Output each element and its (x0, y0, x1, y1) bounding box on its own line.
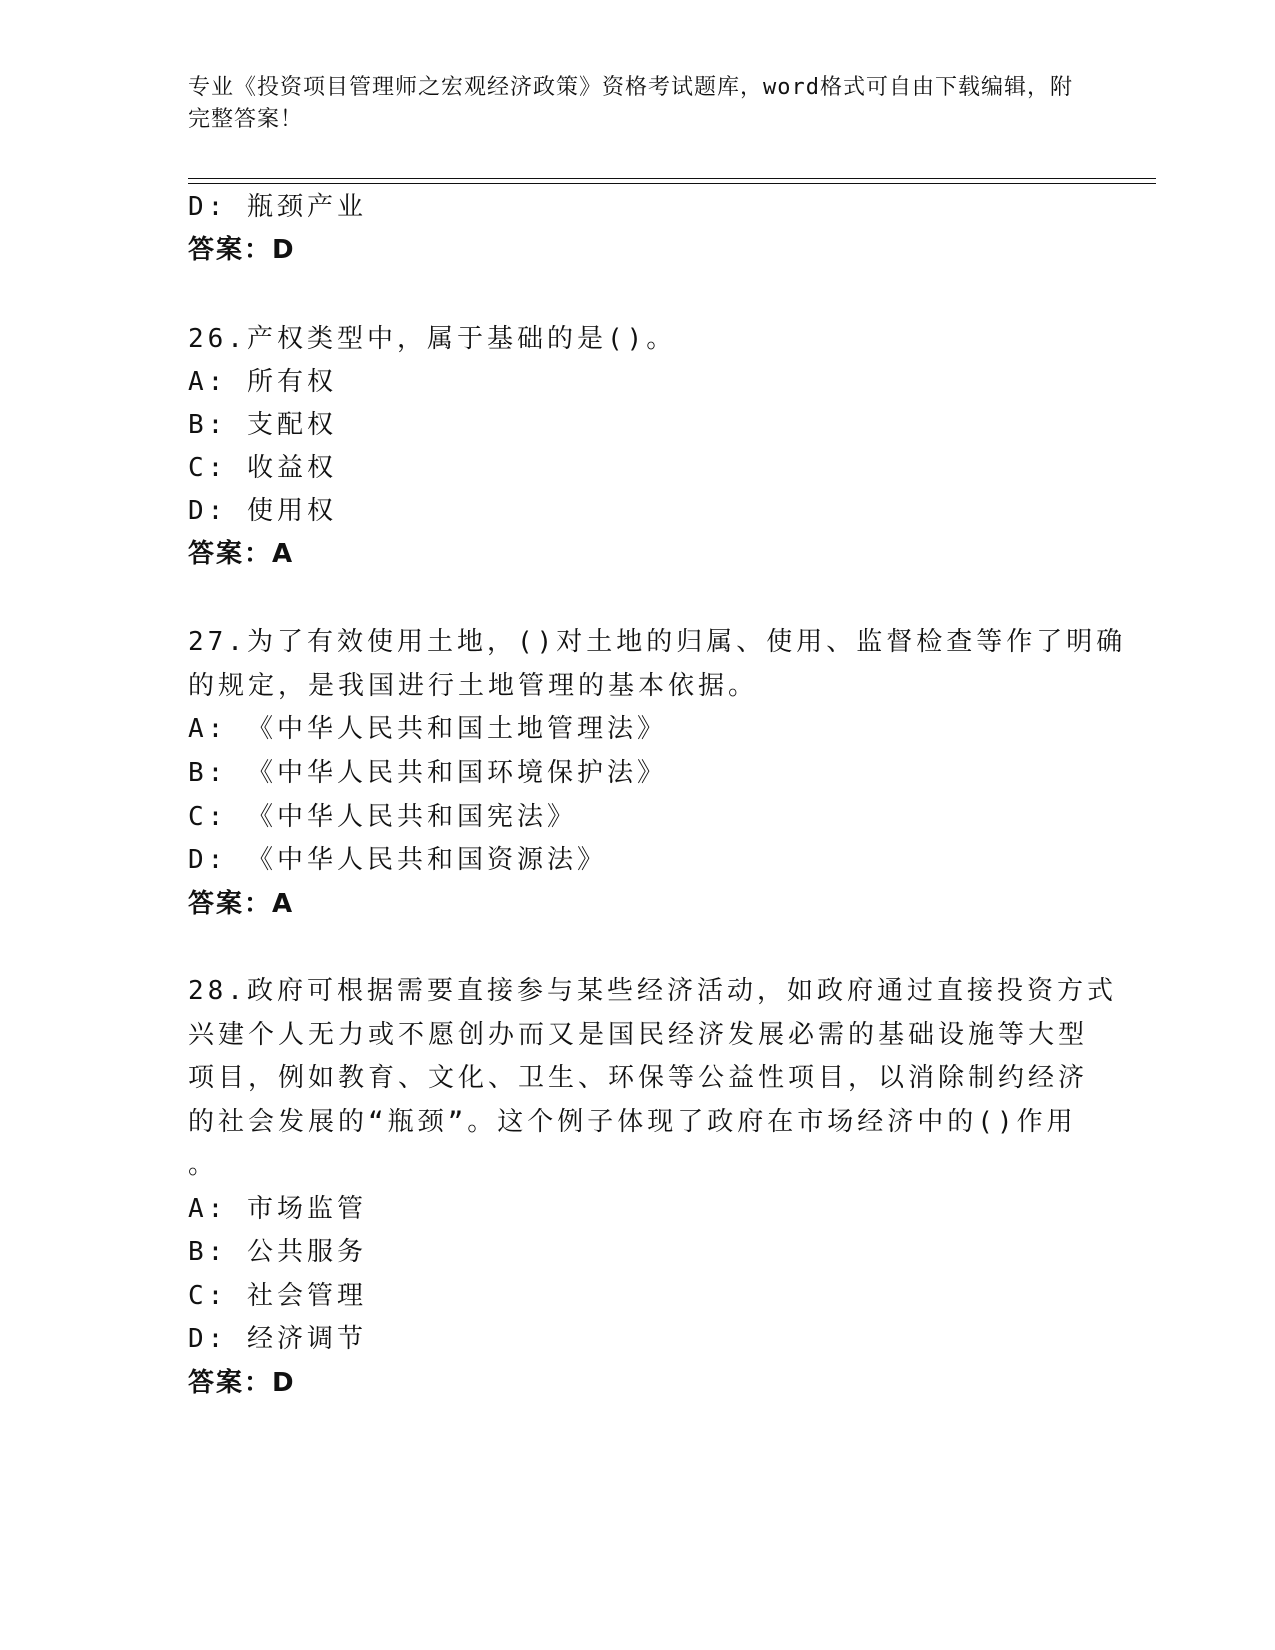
q28-option-d: D: 经济调节 (188, 1324, 367, 1354)
q27-option-b: B: 《中华人民共和国环境保护法》 (188, 758, 667, 788)
q28-question-line2: 兴建个人无力或不愿创办而又是国民经济发展必需的基础设施等大型 (188, 1020, 1089, 1050)
q27-answer: 答案：A (188, 889, 295, 919)
q27-option-d: D: 《中华人民共和国资源法》 (188, 845, 607, 875)
prev-answer: 答案：D (188, 235, 296, 265)
q28-question-line1: 28.政府可根据需要直接参与某些经济活动，如政府通过直接投资方式 (188, 976, 1117, 1006)
header-rule-bottom (188, 183, 1156, 184)
q28-question-line4: 的社会发展的“瓶颈”。这个例子体现了政府在市场经济中的()作用 (188, 1107, 1077, 1137)
q26-option-b: B: 支配权 (188, 410, 337, 440)
document-header: 专业《投资项目管理师之宏观经济政策》资格考试题库，word格式可自由下载编辑，附完整答案！ (188, 75, 1073, 132)
q26-answer: 答案：A (188, 539, 295, 569)
header-rule-top (188, 178, 1156, 179)
q27-question-line1: 27.为了有效使用土地，()对土地的归属、使用、监督检查等作了明确 (188, 627, 1127, 657)
q26-option-a: A: 所有权 (188, 367, 337, 397)
q28-option-b: B: 公共服务 (188, 1237, 367, 1267)
q26-option-d: D: 使用权 (188, 496, 337, 526)
q26-question: 26.产权类型中，属于基础的是()。 (188, 324, 677, 354)
q28-option-c: C: 社会管理 (188, 1281, 367, 1311)
q26-option-c: C: 收益权 (188, 453, 337, 483)
q27-option-c: C: 《中华人民共和国宪法》 (188, 802, 577, 832)
q28-question-line5: 。 (188, 1150, 219, 1180)
q28-option-a: A: 市场监管 (188, 1194, 367, 1224)
prev-option-d: D: 瓶颈产业 (188, 192, 367, 222)
q27-option-a: A: 《中华人民共和国土地管理法》 (188, 714, 667, 744)
q27-question-line2: 的规定，是我国进行土地管理的基本依据。 (188, 671, 759, 701)
q28-question-line3: 项目，例如教育、文化、卫生、环保等公益性项目，以消除制约经济 (188, 1063, 1089, 1093)
q28-answer: 答案：D (188, 1368, 296, 1398)
